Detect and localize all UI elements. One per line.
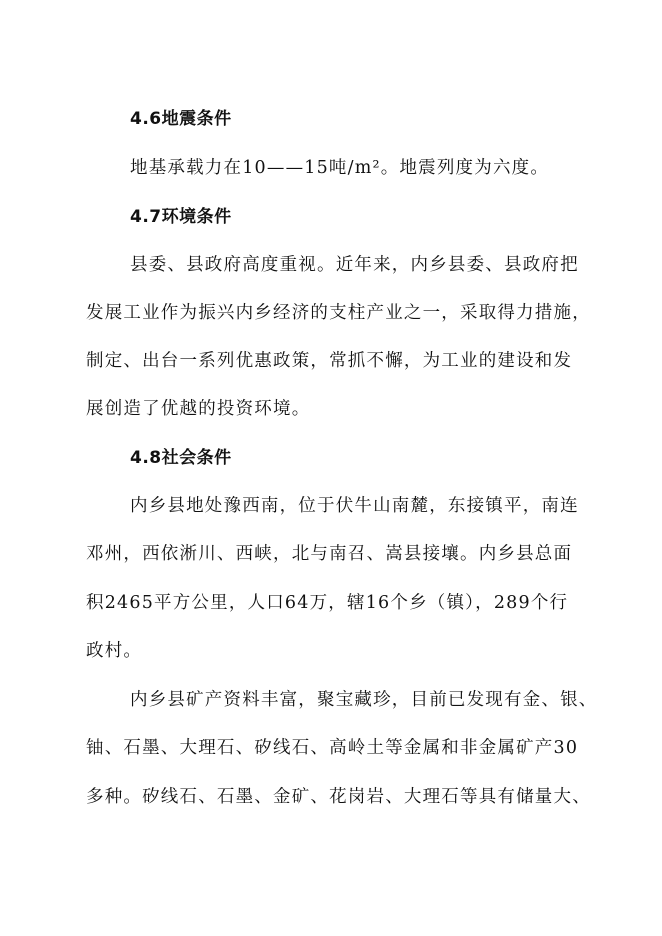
paragraph-line: 地基承载力在10——15吨/m²。地震列度为六度。 — [130, 158, 550, 178]
paragraph-line: 多种。矽线石、石墨、金矿、花岗岩、大理石等具有储量大、 — [86, 787, 591, 807]
section-heading-4-7: 4.7环境条件 — [130, 207, 232, 227]
paragraph-line: 内乡县矿产资料丰富，聚宝藏珍，目前已发现有金、银、 — [130, 690, 598, 710]
paragraph-line: 制定、出台一系列优惠政策，常抓不懈，为工业的建设和发 — [86, 351, 573, 371]
paragraph-line: 内乡县地处豫西南，位于伏牛山南麓，东接镇平，南连 — [130, 496, 579, 516]
paragraph-line: 展创造了优越的投资环境。 — [86, 399, 311, 419]
paragraph-line: 积2465平方公里，人口64万，辖16个乡（镇），289个行 — [86, 593, 569, 613]
paragraph-line: 邓州，西依淅川、西峡，北与南召、嵩县接壤。内乡县总面 — [86, 544, 573, 564]
section-heading-4-8: 4.8社会条件 — [130, 448, 232, 468]
paragraph-line: 政村。 — [86, 641, 143, 661]
paragraph-line: 县委、县政府高度重视。近年来，内乡县委、县政府把 — [130, 255, 579, 275]
section-heading-4-6: 4.6地震条件 — [130, 109, 232, 129]
paragraph-line: 铀、石墨、大理石、矽线石、高岭土等金属和非金属矿产30 — [86, 738, 579, 758]
paragraph-line: 发展工业作为振兴内乡经济的支柱产业之一，采取得力措施， — [86, 303, 591, 323]
